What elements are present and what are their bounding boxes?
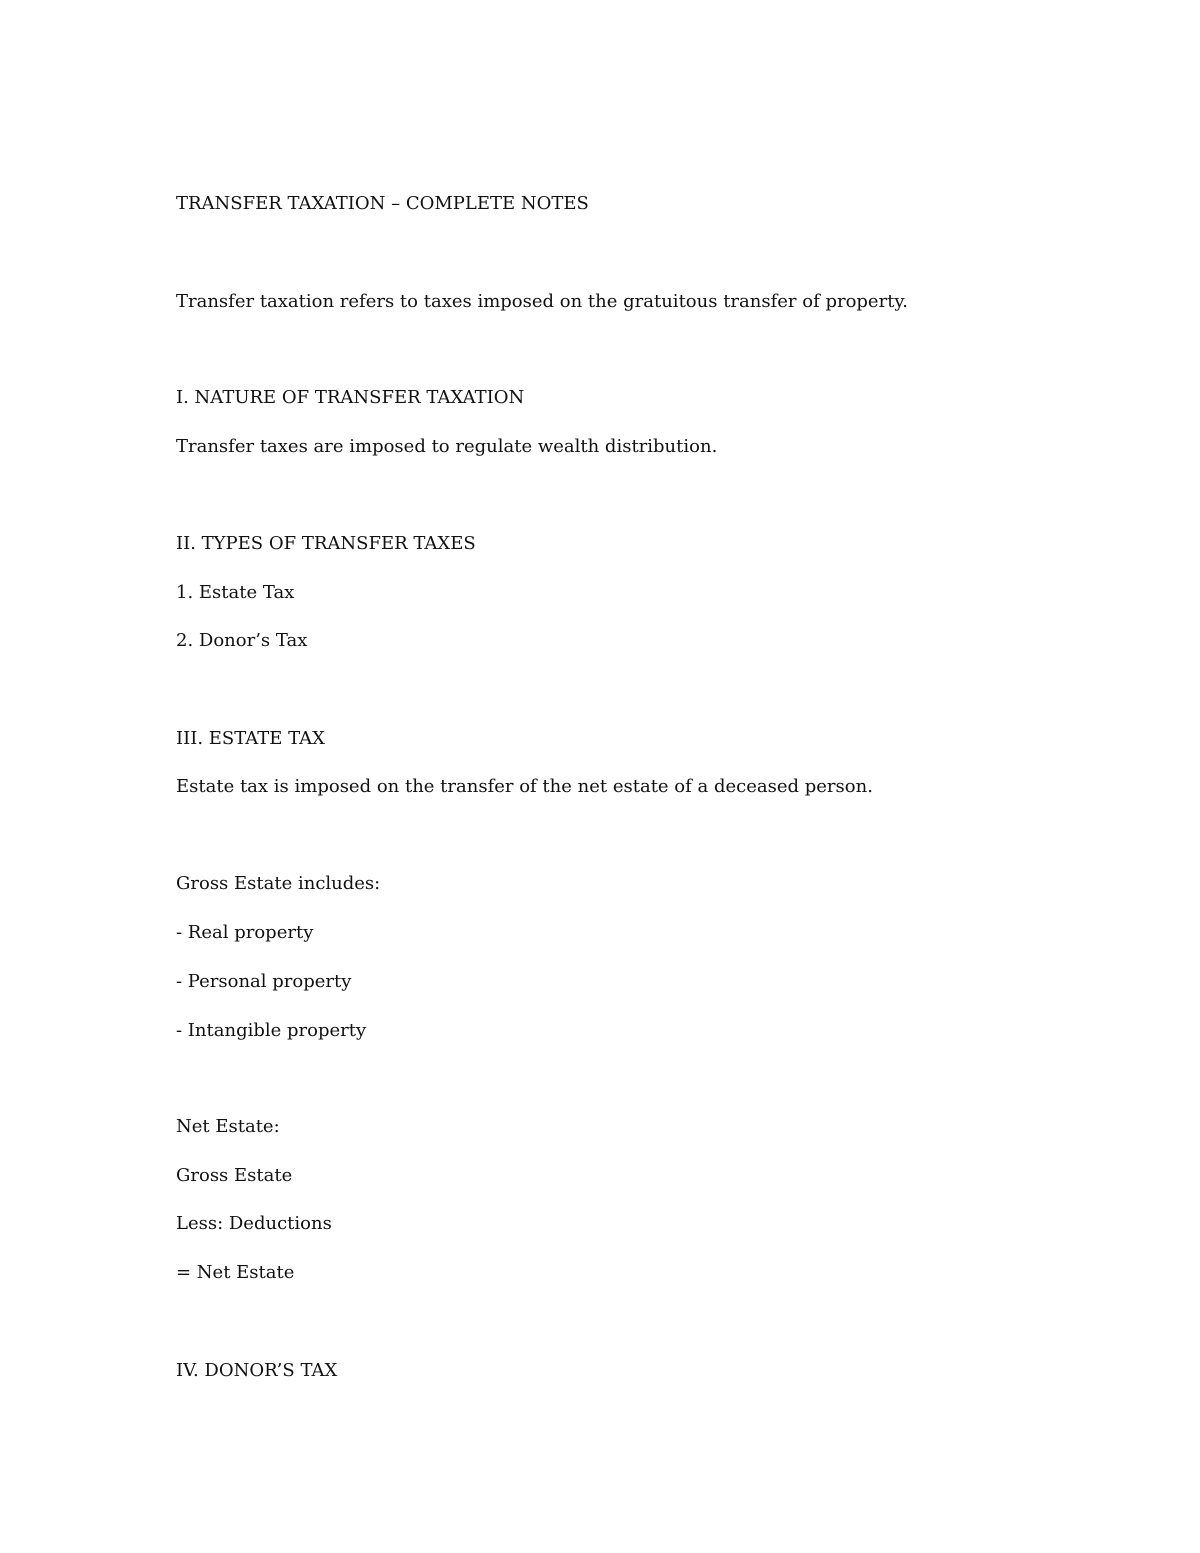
gross-estate-label: Gross Estate includes: [176, 873, 381, 894]
list-item: 1. Estate Tax [176, 582, 295, 603]
list-item: = Net Estate [176, 1262, 295, 1283]
section-heading: III. ESTATE TAX [176, 728, 325, 749]
section-body: Estate tax is imposed on the transfer of the net estate of a deceased person. [176, 776, 873, 797]
list-item: Gross Estate [176, 1165, 293, 1186]
document-title: TRANSFER TAXATION – COMPLETE NOTES [176, 193, 589, 214]
list-item: - Intangible property [176, 1020, 367, 1041]
net-estate-label: Net Estate: [176, 1116, 280, 1137]
intro-paragraph: Transfer taxation refers to taxes imposed on the gratuitous transfer of property. [176, 291, 908, 312]
list-item: - Personal property [176, 971, 352, 992]
section-body: Transfer taxes are imposed to regulate wealth distribution. [176, 436, 718, 457]
list-item: 2. Donor’s Tax [176, 630, 308, 651]
section-heading: IV. DONOR’S TAX [176, 1360, 338, 1381]
list-item: - Real property [176, 922, 314, 943]
section-heading: I. NATURE OF TRANSFER TAXATION [176, 387, 525, 408]
list-item: Less: Deductions [176, 1213, 332, 1234]
section-heading: II. TYPES OF TRANSFER TAXES [176, 533, 476, 554]
